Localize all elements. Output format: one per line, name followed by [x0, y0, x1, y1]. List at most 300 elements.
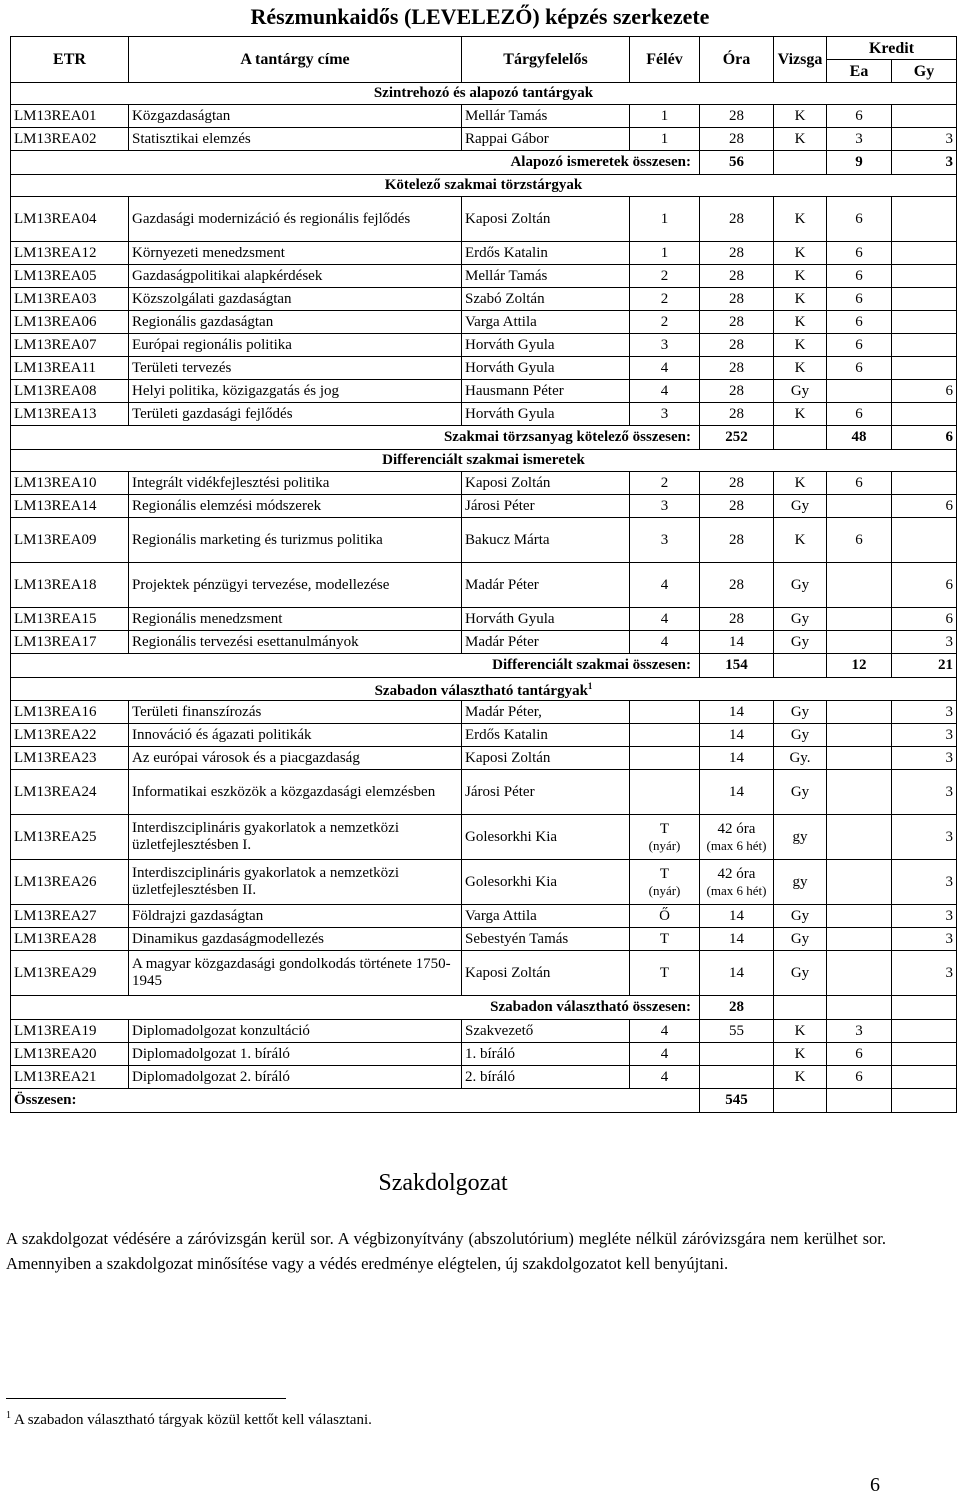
title-cell: Innováció és ágazati politikák — [129, 724, 462, 747]
etr-cell: LM13REA12 — [11, 242, 129, 265]
ora-cell: 28 — [700, 105, 774, 128]
felev-cell: 4 — [630, 380, 700, 403]
etr-cell: LM13REA07 — [11, 334, 129, 357]
sum-vizsga — [774, 151, 827, 175]
title-cell: Az európai városok és a piacgazdaság — [129, 747, 462, 770]
ea-cell: 6 — [827, 311, 892, 334]
ora-cell: 28 — [700, 265, 774, 288]
felelos-cell: Járosi Péter — [462, 770, 630, 815]
ora-cell — [700, 815, 774, 860]
vizsga-cell: Gy — [774, 380, 827, 403]
section-title — [11, 450, 957, 472]
vizsga-cell: K — [774, 311, 827, 334]
sum-label: Szabadon választható összesen: — [11, 996, 700, 1020]
table-row — [11, 951, 957, 996]
ea-cell — [827, 724, 892, 747]
vizsga-cell: Gy — [774, 608, 827, 631]
etr-cell: LM13REA09 — [11, 518, 129, 563]
title-cell: Regionális elemzési módszerek — [129, 495, 462, 518]
ea-cell — [827, 747, 892, 770]
table-row — [11, 311, 957, 334]
felelos-cell: Horváth Gyula — [462, 357, 630, 380]
felelos-cell: Erdős Katalin — [462, 242, 630, 265]
table-row — [11, 380, 957, 403]
section-sum-row — [11, 426, 957, 450]
title-cell: Közszolgálati gazdaságtan — [129, 288, 462, 311]
ora-cell: 28 — [700, 357, 774, 380]
felelos-cell: Mellár Tamás — [462, 265, 630, 288]
felelos-cell: Golesorkhi Kia — [462, 815, 630, 860]
table-row — [11, 334, 957, 357]
sum-ora: 154 — [700, 654, 774, 678]
etr-cell: LM13REA15 — [11, 608, 129, 631]
section-header — [11, 175, 957, 197]
ora-cell: 28 — [700, 472, 774, 495]
sum-vizsga — [774, 996, 827, 1020]
etr-cell: LM13REA10 — [11, 472, 129, 495]
vizsga-cell: K — [774, 288, 827, 311]
table-row — [11, 128, 957, 151]
etr-cell: LM13REA16 — [11, 701, 129, 724]
felev-cell: 3 — [630, 403, 700, 426]
header-etr: ETR — [11, 37, 129, 83]
sum-label: Szakmai törzsanyag kötelező összesen: — [11, 426, 700, 450]
gy-cell: 3 — [892, 724, 957, 747]
ora-cell: 14 — [700, 905, 774, 928]
ea-cell — [827, 928, 892, 951]
felelos-cell: 1. bíráló — [462, 1043, 630, 1066]
ora-note: (max 6 hét) — [706, 838, 767, 853]
ora-cell: 28 — [700, 128, 774, 151]
felelos-cell: Kaposi Zoltán — [462, 951, 630, 996]
ora-cell: 14 — [700, 701, 774, 724]
sum-label: Differenciált szakmai összesen: — [11, 654, 700, 678]
vizsga-cell: K — [774, 357, 827, 380]
vizsga-cell: Gy — [774, 905, 827, 928]
table-row — [11, 724, 957, 747]
gy-cell: 3 — [892, 770, 957, 815]
ea-cell: 3 — [827, 1020, 892, 1043]
felev-cell — [630, 770, 700, 815]
szakdolgozat-title: Szakdolgozat — [378, 1170, 508, 1196]
felelos-cell: Rappai Gábor — [462, 128, 630, 151]
felelos-cell: Bakucz Márta — [462, 518, 630, 563]
gy-cell: 3 — [892, 631, 957, 654]
etr-cell: LM13REA20 — [11, 1043, 129, 1066]
ea-cell: 6 — [827, 334, 892, 357]
title-cell: Gazdaságpolitikai alapkérdések — [129, 265, 462, 288]
ea-cell — [827, 951, 892, 996]
title-cell: Regionális menedzsment — [129, 608, 462, 631]
etr-cell: LM13REA24 — [11, 770, 129, 815]
header-felelos: Tárgyfelelős — [462, 37, 630, 83]
ea-cell — [827, 631, 892, 654]
ea-cell — [827, 380, 892, 403]
gy-cell — [892, 357, 957, 380]
felev-cell: 3 — [630, 518, 700, 563]
ora-cell: 14 — [700, 928, 774, 951]
ea-cell: 6 — [827, 197, 892, 242]
sum-gy: 6 — [892, 426, 957, 450]
footnote-text: A szabadon választható tárgyak közül kettőt kell választani. — [13, 1412, 372, 1428]
ora-cell: 55 — [700, 1020, 774, 1043]
table-row — [11, 860, 957, 905]
title-cell: Statisztikai elemzés — [129, 128, 462, 151]
section-title-text: Differenciált szakmai ismeretek — [382, 452, 585, 468]
vizsga-cell: gy — [774, 815, 827, 860]
table-row — [11, 1066, 957, 1089]
title-cell: Regionális gazdaságtan — [129, 311, 462, 334]
ora-cell: 28 — [700, 403, 774, 426]
section-title — [11, 678, 957, 701]
sum-vizsga — [774, 426, 827, 450]
sum-ora: 56 — [700, 151, 774, 175]
ora-cell: 28 — [700, 197, 774, 242]
section-sum-row — [11, 151, 957, 175]
felev-cell: 4 — [630, 563, 700, 608]
etr-cell: LM13REA28 — [11, 928, 129, 951]
gy-cell: 3 — [892, 951, 957, 996]
table-row — [11, 770, 957, 815]
etr-cell: LM13REA23 — [11, 747, 129, 770]
szakdolgozat-text: A szakdolgozat védésére a záróvizsgán kerül sor. A végbizonyítvány (abszolutórium) megléte nélkül záróvizsgára nem kerülhet sor. Amennyiben a szakdolgozat minősítése vagy a védés eredménye elégtelen, új szakdolgozatot kell benyújtani. — [6, 1229, 886, 1273]
vizsga-cell: Gy — [774, 928, 827, 951]
title-cell: Gazdasági modernizáció és regionális fejlődés — [129, 197, 462, 242]
felelos-cell: 2. bíráló — [462, 1066, 630, 1089]
sum-ea: 48 — [827, 426, 892, 450]
header-ora: Óra — [700, 37, 774, 83]
table-row — [11, 495, 957, 518]
felev-cell: T — [630, 928, 700, 951]
felelos-cell: Varga Attila — [462, 905, 630, 928]
gy-cell: 3 — [892, 905, 957, 928]
vizsga-cell: K — [774, 1020, 827, 1043]
gy-cell — [892, 288, 957, 311]
table-row — [11, 105, 957, 128]
vizsga-cell: K — [774, 1043, 827, 1066]
table-row — [11, 265, 957, 288]
felev-cell: 1 — [630, 197, 700, 242]
vizsga-cell: K — [774, 105, 827, 128]
ea-cell: 6 — [827, 518, 892, 563]
felev-cell: 3 — [630, 334, 700, 357]
section-header — [11, 450, 957, 472]
table-row — [11, 1020, 957, 1043]
table-row — [11, 905, 957, 928]
header-cim: A tantárgy címe — [129, 37, 462, 83]
sum-label: Alapozó ismeretek összesen: — [11, 151, 700, 175]
felelos-cell: Kaposi Zoltán — [462, 472, 630, 495]
sum-gy: 3 — [892, 151, 957, 175]
etr-cell: LM13REA01 — [11, 105, 129, 128]
table-row — [11, 608, 957, 631]
title-cell: Területi tervezés — [129, 357, 462, 380]
total-ea — [827, 1089, 892, 1113]
title-cell: Diplomadolgozat 2. bíráló — [129, 1066, 462, 1089]
ea-cell: 6 — [827, 288, 892, 311]
ea-cell: 6 — [827, 105, 892, 128]
table-row — [11, 815, 957, 860]
footnote-ref: 1 — [587, 681, 593, 691]
curriculum-table — [10, 36, 957, 1113]
felelos-cell: Madár Péter — [462, 631, 630, 654]
section-title — [11, 175, 957, 197]
vizsga-cell: Gy — [774, 724, 827, 747]
felev-note: (nyár) — [648, 838, 681, 853]
felelos-cell: Horváth Gyula — [462, 608, 630, 631]
sum-vizsga — [774, 654, 827, 678]
gy-cell — [892, 197, 957, 242]
gy-cell — [892, 518, 957, 563]
ora-cell: 28 — [700, 608, 774, 631]
title-cell: Földrajzi gazdaságtan — [129, 905, 462, 928]
ora-cell: 14 — [700, 951, 774, 996]
ora-value: 42 óra — [717, 821, 756, 837]
etr-cell: LM13REA02 — [11, 128, 129, 151]
table-row — [11, 631, 957, 654]
gy-cell — [892, 105, 957, 128]
felev-cell: 4 — [630, 608, 700, 631]
total-row — [11, 1089, 957, 1113]
header-kredit: Kredit — [827, 37, 957, 60]
gy-cell — [892, 311, 957, 334]
page-title: Részmunkaidős (LEVELEZŐ) képzés szerkezete — [250, 4, 710, 29]
ora-cell: 28 — [700, 334, 774, 357]
ea-cell — [827, 495, 892, 518]
ea-cell — [827, 860, 892, 905]
ea-cell — [827, 701, 892, 724]
gy-cell: 6 — [892, 380, 957, 403]
etr-cell: LM13REA13 — [11, 403, 129, 426]
ea-cell: 6 — [827, 1066, 892, 1089]
gy-cell: 3 — [892, 860, 957, 905]
felev-cell — [630, 747, 700, 770]
felev-cell: 1 — [630, 242, 700, 265]
table-row — [11, 563, 957, 608]
vizsga-cell: K — [774, 334, 827, 357]
table-row — [11, 242, 957, 265]
table-row — [11, 701, 957, 724]
felev-value: T — [659, 821, 670, 837]
etr-cell: LM13REA22 — [11, 724, 129, 747]
ea-cell: 6 — [827, 265, 892, 288]
ora-cell — [700, 860, 774, 905]
section-header — [11, 83, 957, 105]
title-cell: Regionális marketing és turizmus politika — [129, 518, 462, 563]
ora-cell: 14 — [700, 724, 774, 747]
felelos-cell: Madár Péter — [462, 563, 630, 608]
ea-cell: 3 — [827, 128, 892, 151]
footnote — [6, 1410, 372, 1429]
table-row — [11, 928, 957, 951]
felev-cell: 2 — [630, 288, 700, 311]
vizsga-cell: K — [774, 197, 827, 242]
title-cell: Környezeti menedzsment — [129, 242, 462, 265]
section-sum-row — [11, 654, 957, 678]
vizsga-cell: Gy — [774, 770, 827, 815]
sum-ea — [827, 996, 892, 1020]
table-row — [11, 747, 957, 770]
vizsga-cell: K — [774, 265, 827, 288]
felelos-cell: Szabó Zoltán — [462, 288, 630, 311]
felev-cell: 4 — [630, 357, 700, 380]
total-gy — [892, 1089, 957, 1113]
felev-cell: Ő — [630, 905, 700, 928]
etr-cell: LM13REA04 — [11, 197, 129, 242]
sum-ora: 252 — [700, 426, 774, 450]
table-row — [11, 288, 957, 311]
felev-cell: T — [630, 951, 700, 996]
table-row — [11, 1043, 957, 1066]
footnote-separator — [6, 1398, 286, 1399]
felev-cell: 4 — [630, 1066, 700, 1089]
felev-cell — [630, 701, 700, 724]
ora-cell: 14 — [700, 747, 774, 770]
felev-cell: 2 — [630, 472, 700, 495]
ea-cell — [827, 770, 892, 815]
ora-cell: 28 — [700, 288, 774, 311]
ea-cell — [827, 815, 892, 860]
ora-cell: 14 — [700, 770, 774, 815]
title-cell: A magyar közgazdasági gondolkodás története 1750-1945 — [129, 951, 462, 996]
felev-cell: 2 — [630, 265, 700, 288]
etr-cell: LM13REA19 — [11, 1020, 129, 1043]
vizsga-cell: gy — [774, 860, 827, 905]
ea-cell — [827, 905, 892, 928]
felelos-cell: Horváth Gyula — [462, 334, 630, 357]
felelos-cell: Kaposi Zoltán — [462, 197, 630, 242]
felelos-cell: Hausmann Péter — [462, 380, 630, 403]
gy-cell: 6 — [892, 608, 957, 631]
vizsga-cell: Gy — [774, 701, 827, 724]
gy-cell — [892, 242, 957, 265]
felev-cell — [630, 815, 700, 860]
table-row — [11, 472, 957, 495]
section-sum-row — [11, 996, 957, 1020]
title-cell: Területi finanszírozás — [129, 701, 462, 724]
vizsga-cell: K — [774, 242, 827, 265]
header-ea: Ea — [827, 60, 892, 83]
etr-cell: LM13REA08 — [11, 380, 129, 403]
felev-cell — [630, 724, 700, 747]
ora-cell: 28 — [700, 380, 774, 403]
vizsga-cell: K — [774, 128, 827, 151]
ora-cell: 28 — [700, 311, 774, 334]
gy-cell — [892, 403, 957, 426]
felev-cell: 2 — [630, 311, 700, 334]
page-number: 6 — [870, 1474, 880, 1496]
gy-cell: 6 — [892, 495, 957, 518]
ora-note: (max 6 hét) — [706, 883, 767, 898]
gy-cell: 3 — [892, 747, 957, 770]
vizsga-cell: Gy. — [774, 747, 827, 770]
felelos-cell: Erdős Katalin — [462, 724, 630, 747]
title-cell: Helyi politika, közigazgatás és jog — [129, 380, 462, 403]
total-vizsga — [774, 1089, 827, 1113]
vizsga-cell: Gy — [774, 495, 827, 518]
sum-gy — [892, 996, 957, 1020]
gy-cell: 3 — [892, 928, 957, 951]
felev-cell — [630, 860, 700, 905]
etr-cell: LM13REA25 — [11, 815, 129, 860]
title-cell: Közgazdaságtan — [129, 105, 462, 128]
title-cell: Területi gazdasági fejlődés — [129, 403, 462, 426]
ora-cell: 28 — [700, 563, 774, 608]
felelos-cell: Varga Attila — [462, 311, 630, 334]
header-gy: Gy — [892, 60, 957, 83]
ora-cell: 28 — [700, 518, 774, 563]
section-title-text: Szintrehozó és alapozó tantárgyak — [373, 85, 594, 101]
felelos-cell: Horváth Gyula — [462, 403, 630, 426]
vizsga-cell: Gy — [774, 631, 827, 654]
etr-cell: LM13REA21 — [11, 1066, 129, 1089]
ora-cell: 28 — [700, 242, 774, 265]
footnote-mark: 1 — [6, 1410, 11, 1421]
vizsga-cell: K — [774, 518, 827, 563]
total-ora: 545 — [700, 1089, 774, 1113]
felelos-cell: Szakvezető — [462, 1020, 630, 1043]
table-row — [11, 518, 957, 563]
etr-cell: LM13REA26 — [11, 860, 129, 905]
sum-ea: 9 — [827, 151, 892, 175]
gy-cell: 3 — [892, 701, 957, 724]
title-cell: Regionális tervezési esettanulmányok — [129, 631, 462, 654]
title-cell: Informatikai eszközök a közgazdasági elemzésben — [129, 770, 462, 815]
felev-cell: 1 — [630, 128, 700, 151]
etr-cell: LM13REA05 — [11, 265, 129, 288]
title-cell: Projektek pénzügyi tervezése, modellezése — [129, 563, 462, 608]
sum-ora: 28 — [700, 996, 774, 1020]
vizsga-cell: K — [774, 472, 827, 495]
table-row — [11, 197, 957, 242]
etr-cell: LM13REA03 — [11, 288, 129, 311]
etr-cell: LM13REA18 — [11, 563, 129, 608]
ea-cell: 6 — [827, 1043, 892, 1066]
gy-cell — [892, 334, 957, 357]
etr-cell: LM13REA14 — [11, 495, 129, 518]
felev-cell: 3 — [630, 495, 700, 518]
gy-cell — [892, 265, 957, 288]
felev-value: T — [659, 866, 670, 882]
felev-cell: 4 — [630, 631, 700, 654]
felev-cell: 4 — [630, 1043, 700, 1066]
title-cell: Interdiszciplináris gyakorlatok a nemzetközi üzletfejlesztésben II. — [129, 860, 462, 905]
title-cell: Diplomadolgozat 1. bíráló — [129, 1043, 462, 1066]
title-cell: Dinamikus gazdaságmodellezés — [129, 928, 462, 951]
ea-cell: 6 — [827, 242, 892, 265]
sum-gy: 21 — [892, 654, 957, 678]
ora-cell — [700, 1043, 774, 1066]
gy-cell: 6 — [892, 563, 957, 608]
section-title-text: Kötelező szakmai törzstárgyak — [384, 177, 583, 193]
felelos-cell: Mellár Tamás — [462, 105, 630, 128]
section-title-text: Szabadon választható tantárgyak — [374, 683, 588, 699]
gy-cell: 3 — [892, 815, 957, 860]
felelos-cell: Sebestyén Tamás — [462, 928, 630, 951]
table-row — [11, 357, 957, 380]
vizsga-cell: K — [774, 403, 827, 426]
ora-cell: 28 — [700, 495, 774, 518]
ea-cell — [827, 563, 892, 608]
vizsga-cell: Gy — [774, 563, 827, 608]
title-cell: Európai regionális politika — [129, 334, 462, 357]
title-cell: Integrált vidékfejlesztési politika — [129, 472, 462, 495]
section-header — [11, 678, 957, 701]
section-title — [11, 83, 957, 105]
ea-cell: 6 — [827, 357, 892, 380]
felev-cell: 1 — [630, 105, 700, 128]
ora-value: 42 óra — [717, 866, 756, 882]
